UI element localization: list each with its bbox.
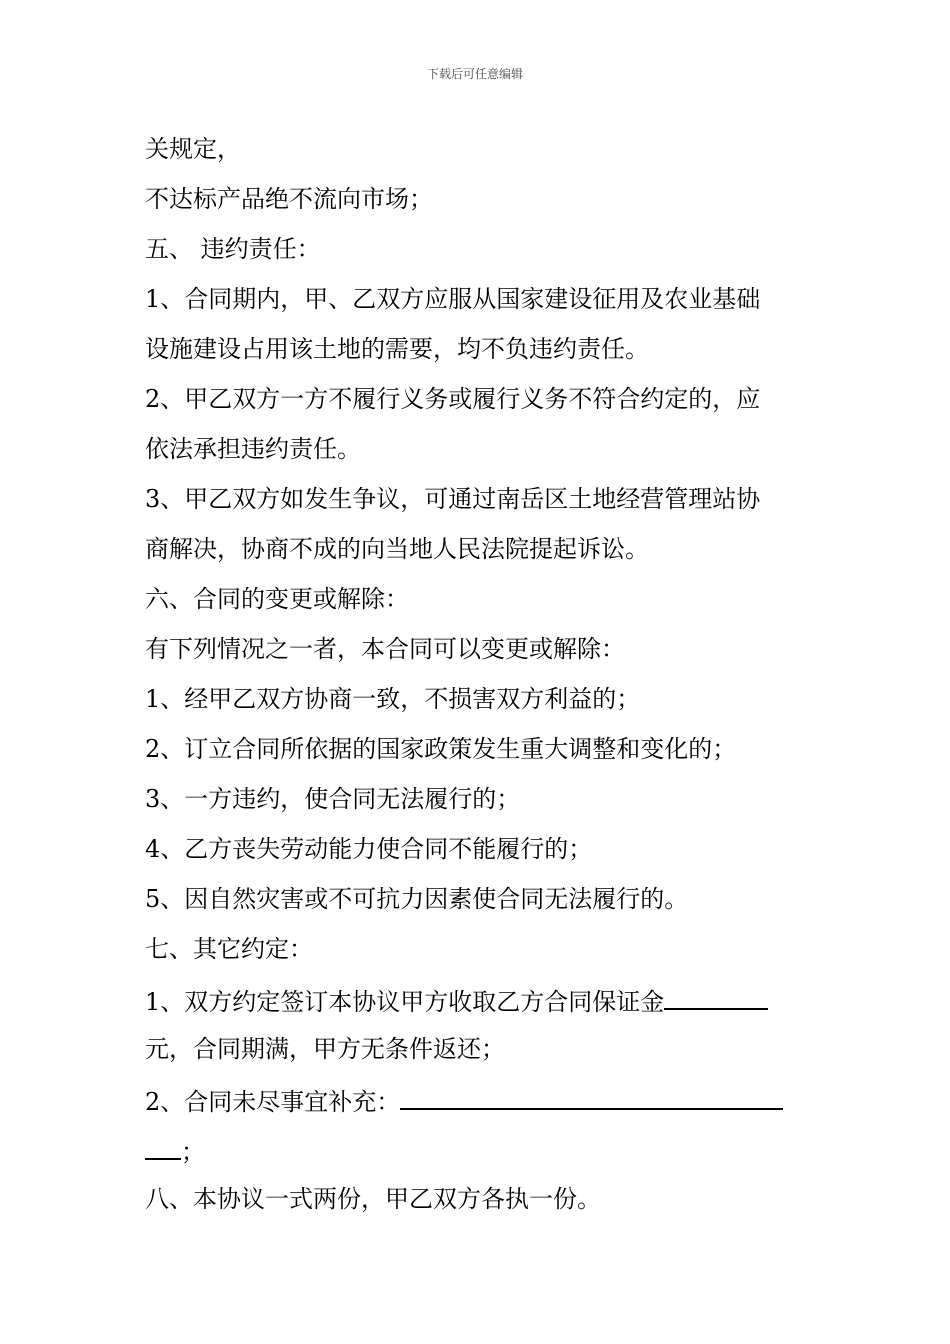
text-line: 3、一方违约，使合同无法履行的；	[145, 785, 521, 813]
text-line-with-blank	[145, 1074, 810, 1124]
text-line: 元，合同期满，甲方无条件返还；	[145, 1035, 505, 1063]
deposit-blank	[664, 974, 768, 1010]
text-line: 1、经甲乙双方协商一致，不损害双方利益的；	[145, 685, 641, 713]
text-segment: 2、合同未尽事宜补充：	[145, 1088, 401, 1116]
text-segment: ；	[181, 1138, 205, 1166]
text-line: 有下列情况之一者，本合同可以变更或解除：	[145, 635, 625, 663]
text-line: 商解决，协商不成的向当地人民法院提起诉讼。	[145, 535, 649, 563]
supplement-blank	[400, 1074, 783, 1110]
text-line: 4、乙方丧失劳动能力使合同不能履行的；	[145, 835, 593, 863]
text-line: 1、合同期内，甲、乙双方应服从国家建设征用及农业基础	[145, 285, 761, 313]
text-line-with-blank	[145, 1124, 810, 1174]
text-line: 设施建设占用该土地的需要，均不负违约责任。	[145, 335, 649, 363]
section-heading: 六、合同的变更或解除：	[145, 585, 409, 613]
section-heading: 五、 违约责任：	[145, 235, 321, 263]
text-line-with-blank	[145, 974, 810, 1024]
text-line: 关规定，	[145, 135, 241, 163]
text-line: 2、订立合同所依据的国家政策发生重大调整和变化的；	[145, 735, 737, 763]
text-line: 不达标产品绝不流向市场；	[145, 185, 433, 213]
text-segment: 1、双方约定签订本协议甲方收取乙方合同保证金	[145, 988, 665, 1016]
text-line: 3、甲乙双方如发生争议，可通过南岳区土地经营管理站协	[145, 485, 761, 513]
section-heading: 七、其它约定：	[145, 935, 313, 963]
text-line: 依法承担违约责任。	[145, 435, 361, 463]
supplement-blank-continued	[145, 1124, 181, 1160]
document-body	[145, 124, 810, 1224]
text-line: 2、甲乙双方一方不履行义务或履行义务不符合约定的，应	[145, 385, 761, 413]
page-header-note: 下载后可任意编辑	[426, 67, 523, 81]
section-heading: 八、本协议一式两份，甲乙双方各执一份。	[145, 1185, 601, 1213]
text-line: 5、因自然灾害或不可抗力因素使合同无法履行的。	[145, 885, 689, 913]
